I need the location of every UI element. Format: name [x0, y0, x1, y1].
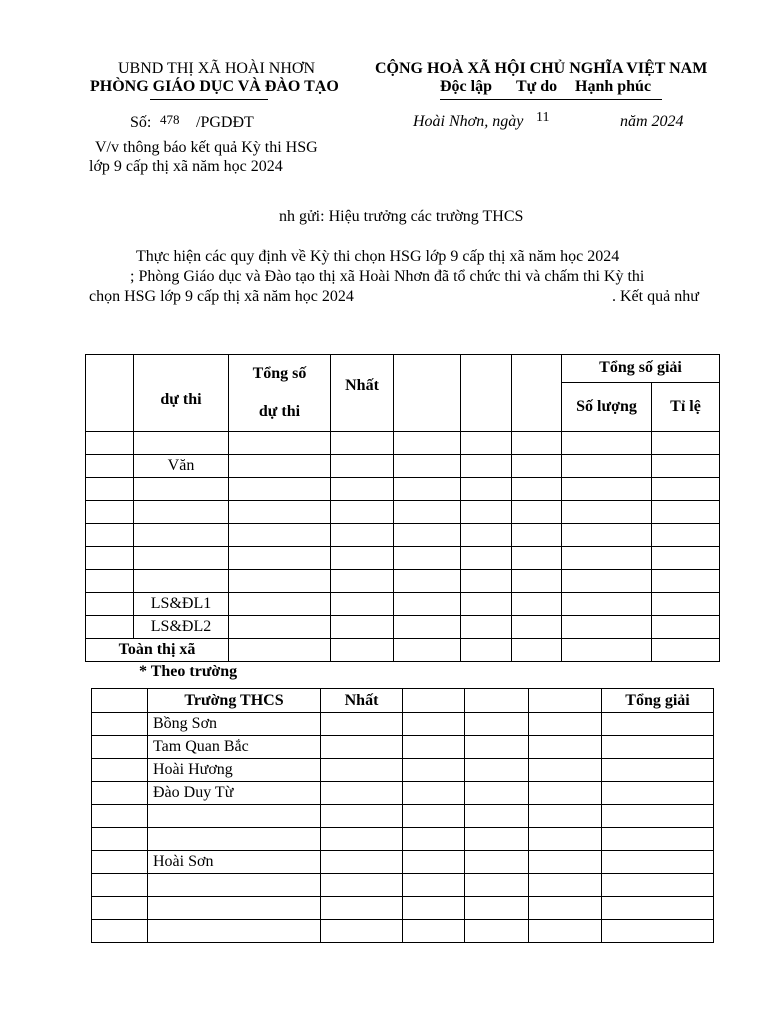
table-cell	[403, 828, 465, 851]
table-row	[92, 782, 714, 805]
table-cell	[321, 920, 403, 943]
table-cell	[331, 501, 394, 524]
table-cell	[652, 639, 720, 662]
header-cell	[92, 689, 148, 713]
table-cell	[652, 547, 720, 570]
table-cell	[461, 432, 512, 455]
table-cell	[652, 570, 720, 593]
header-tong-so-line1: Tổng số	[252, 365, 307, 382]
table-cell	[394, 639, 461, 662]
school-name-cell	[148, 897, 321, 920]
table-cell	[529, 736, 602, 759]
table-row	[92, 851, 714, 874]
table-cell	[562, 547, 652, 570]
table-cell	[403, 805, 465, 828]
recipient: nh gửi: Hiệu trưởng các trường THCS	[279, 208, 524, 225]
header-ti-le: Tỉ lệ	[652, 382, 720, 431]
table-cell	[562, 616, 652, 639]
header-tong-so-giai: Tổng số giải	[562, 355, 720, 383]
table-cell	[92, 759, 148, 782]
table-cell	[529, 828, 602, 851]
subject-cell	[134, 570, 229, 593]
table-cell	[394, 478, 461, 501]
table-cell	[92, 920, 148, 943]
subject-cell: LS&ĐL1	[134, 593, 229, 616]
table-cell	[394, 432, 461, 455]
body-line-1: Thực hiện các quy định về Kỳ thi chọn HSG lớp 9 cấp thị xã năm học 2024	[136, 248, 620, 265]
table-cell	[529, 874, 602, 897]
table-cell	[394, 501, 461, 524]
national-title: CỘNG HOÀ XÃ HỘI CHỦ NGHĨA VIỆT NAM	[375, 60, 708, 77]
subject-cell	[134, 432, 229, 455]
table-cell	[529, 920, 602, 943]
header-cell	[86, 355, 134, 432]
table-row	[86, 432, 720, 455]
table-cell	[321, 736, 403, 759]
table-cell	[403, 897, 465, 920]
header-nhat: Nhất	[321, 689, 403, 713]
school-name-cell: Hoài Hương	[148, 759, 321, 782]
table-cell	[229, 547, 331, 570]
table-cell	[229, 501, 331, 524]
table-row	[92, 759, 714, 782]
table-cell	[512, 478, 562, 501]
table-cell	[92, 713, 148, 736]
section-by-school-title: * Theo trường	[139, 663, 238, 680]
table-row	[92, 920, 714, 943]
table-cell	[465, 759, 529, 782]
table-cell	[529, 759, 602, 782]
table-cell	[529, 782, 602, 805]
table-cell	[562, 432, 652, 455]
table-cell	[229, 570, 331, 593]
table-cell	[394, 524, 461, 547]
table-cell	[394, 455, 461, 478]
table-cell	[321, 851, 403, 874]
header-cell	[512, 355, 562, 432]
table-cell	[652, 616, 720, 639]
school-name-cell	[148, 828, 321, 851]
results-by-subject-table	[85, 354, 720, 662]
table-cell	[331, 432, 394, 455]
table-cell	[562, 570, 652, 593]
table-cell	[512, 639, 562, 662]
table-cell	[465, 851, 529, 874]
table-cell	[403, 713, 465, 736]
body-line-3: chọn HSG lớp 9 cấp thị xã năm học 2024	[89, 288, 354, 305]
table-cell	[229, 639, 331, 662]
motto-underline	[440, 99, 662, 100]
table-cell	[321, 713, 403, 736]
table-cell	[331, 616, 394, 639]
table-cell	[529, 713, 602, 736]
table-row	[92, 736, 714, 759]
subject-cell	[134, 547, 229, 570]
results-by-school-table	[91, 688, 714, 943]
table-cell	[394, 616, 461, 639]
table-cell	[331, 478, 394, 501]
table-cell	[461, 455, 512, 478]
table-cell	[403, 782, 465, 805]
table-cell	[512, 501, 562, 524]
total-label: Toàn thị xã	[86, 639, 229, 662]
subject-cell	[134, 501, 229, 524]
table-cell	[394, 570, 461, 593]
total-row	[86, 639, 720, 662]
subject-cell: Văn	[134, 455, 229, 478]
table-row	[86, 570, 720, 593]
table-cell	[602, 805, 714, 828]
header-tong-so-line2: dự thi	[258, 403, 301, 420]
table-cell	[529, 805, 602, 828]
place-date: Hoài Nhơn, ngày	[413, 113, 524, 130]
agency-name: UBND THỊ XÃ HOÀI NHƠN	[118, 60, 316, 77]
table-cell	[512, 593, 562, 616]
table-cell	[652, 524, 720, 547]
department-name: PHÒNG GIÁO DỤC VÀ ĐÀO TẠO	[90, 78, 339, 95]
table-cell	[461, 524, 512, 547]
table-cell	[92, 805, 148, 828]
table-cell	[86, 616, 134, 639]
table-cell	[331, 593, 394, 616]
table-cell	[86, 570, 134, 593]
table-row	[92, 713, 714, 736]
table-cell	[86, 478, 134, 501]
school-name-cell	[148, 805, 321, 828]
table-row	[86, 501, 720, 524]
table-cell	[229, 455, 331, 478]
table-cell	[403, 736, 465, 759]
table-cell	[321, 782, 403, 805]
table-cell	[652, 501, 720, 524]
table-cell	[92, 851, 148, 874]
table-cell	[321, 874, 403, 897]
table-cell	[229, 478, 331, 501]
table-cell	[461, 593, 512, 616]
table-row	[86, 455, 720, 478]
table-row	[92, 828, 714, 851]
table-cell	[403, 874, 465, 897]
table-cell	[92, 874, 148, 897]
table-cell	[652, 478, 720, 501]
table-cell	[86, 455, 134, 478]
header-truong-thcs: Trường THCS	[148, 689, 321, 713]
table-cell	[92, 897, 148, 920]
motto-1: Độc lập	[440, 78, 492, 95]
motto-2: Tự do	[516, 78, 558, 95]
table-cell	[86, 593, 134, 616]
header-so-luong: Số lượng	[562, 382, 652, 431]
table-cell	[331, 524, 394, 547]
table-cell	[229, 616, 331, 639]
table-cell	[92, 782, 148, 805]
subject-line-1: V/v thông báo kết quả Kỳ thi HSG	[95, 139, 318, 156]
table-cell	[465, 713, 529, 736]
body-line-2: ; Phòng Giáo dục và Đào tạo thị xã Hoài Nhơn đã tổ chức thi và chấm thi Kỳ thi	[130, 268, 645, 285]
table-cell	[394, 547, 461, 570]
header-cell	[394, 355, 461, 432]
table-cell	[461, 501, 512, 524]
table-cell	[403, 759, 465, 782]
table-cell	[529, 897, 602, 920]
table-cell	[602, 920, 714, 943]
doc-number-suffix: /PGDĐT	[196, 114, 254, 131]
table-cell	[562, 478, 652, 501]
table-cell	[465, 920, 529, 943]
body-line-3-end: . Kết quả như	[612, 288, 699, 305]
table-cell	[512, 455, 562, 478]
table-cell	[602, 897, 714, 920]
table-row	[86, 524, 720, 547]
subject-cell: LS&ĐL2	[134, 616, 229, 639]
table-cell	[461, 570, 512, 593]
table-cell	[529, 851, 602, 874]
header-nhat: Nhất	[331, 355, 394, 432]
table-cell	[602, 759, 714, 782]
school-name-cell	[148, 874, 321, 897]
table-cell	[652, 593, 720, 616]
table-row	[86, 616, 720, 639]
table-cell	[602, 851, 714, 874]
department-underline	[150, 99, 268, 100]
header-tong-giai: Tổng giải	[602, 689, 714, 713]
table-cell	[403, 851, 465, 874]
table-cell	[465, 897, 529, 920]
table-cell	[512, 616, 562, 639]
table-cell	[465, 736, 529, 759]
table-cell	[562, 593, 652, 616]
table-cell	[229, 432, 331, 455]
table-cell	[461, 639, 512, 662]
table-cell	[86, 501, 134, 524]
table-cell	[512, 570, 562, 593]
table-row	[86, 593, 720, 616]
school-name-cell: Bồng Sơn	[148, 713, 321, 736]
doc-number-label: Số:	[130, 114, 152, 131]
table-row	[92, 897, 714, 920]
motto-3: Hạnh phúc	[575, 78, 652, 95]
table-cell	[92, 828, 148, 851]
doc-number: 478	[160, 112, 180, 127]
table-cell	[86, 524, 134, 547]
table-cell	[461, 547, 512, 570]
table-cell	[461, 616, 512, 639]
table-cell	[512, 524, 562, 547]
school-name-cell: Đào Duy Từ	[148, 782, 321, 805]
header-tong-so	[229, 355, 331, 432]
table-cell	[562, 455, 652, 478]
table-row	[86, 547, 720, 570]
table-cell	[331, 639, 394, 662]
table-cell	[229, 593, 331, 616]
header-cell	[461, 355, 512, 432]
table-cell	[602, 736, 714, 759]
table-cell	[652, 432, 720, 455]
table-cell	[512, 432, 562, 455]
table-cell	[461, 478, 512, 501]
header-du-thi: dự thi	[134, 355, 229, 432]
subject-line-2: lớp 9 cấp thị xã năm học 2024	[89, 158, 283, 175]
table-cell	[465, 805, 529, 828]
table-row	[92, 874, 714, 897]
date-day: 11	[536, 110, 550, 125]
table-cell	[321, 828, 403, 851]
table-cell	[321, 759, 403, 782]
table-cell	[331, 570, 394, 593]
school-name-cell: Hoài Sơn	[148, 851, 321, 874]
header-cell	[403, 689, 465, 713]
header-cell	[529, 689, 602, 713]
table-cell	[331, 455, 394, 478]
table-cell	[602, 874, 714, 897]
table-cell	[321, 897, 403, 920]
table-cell	[562, 639, 652, 662]
table-cell	[86, 432, 134, 455]
table-row	[86, 478, 720, 501]
table-cell	[86, 547, 134, 570]
table-cell	[394, 593, 461, 616]
table-cell	[562, 524, 652, 547]
table-cell	[602, 713, 714, 736]
table-cell	[465, 782, 529, 805]
date-year: năm 2024	[620, 113, 684, 130]
table-cell	[465, 874, 529, 897]
school-name-cell	[148, 920, 321, 943]
table-cell	[602, 782, 714, 805]
subject-cell	[134, 478, 229, 501]
header-cell	[465, 689, 529, 713]
table-cell	[465, 828, 529, 851]
table-cell	[512, 547, 562, 570]
subject-cell	[134, 524, 229, 547]
table-cell	[92, 736, 148, 759]
school-name-cell: Tam Quan Bắc	[148, 736, 321, 759]
table-cell	[331, 547, 394, 570]
table-row	[92, 805, 714, 828]
table-cell	[403, 920, 465, 943]
table-cell	[321, 805, 403, 828]
table-cell	[652, 455, 720, 478]
table-cell	[562, 501, 652, 524]
table-cell	[229, 524, 331, 547]
table-cell	[602, 828, 714, 851]
